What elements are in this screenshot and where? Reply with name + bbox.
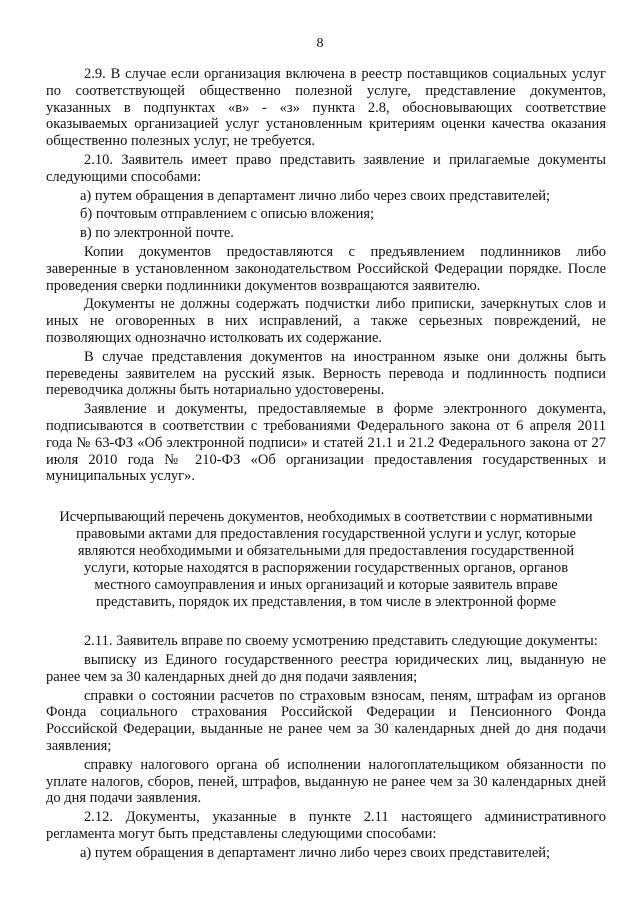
- page-number: 8: [316, 36, 324, 51]
- paragraph-corrections: Документы не должны содержать подчистки либо приписки, зачеркнутых слов и иных не оговоренных в них исправлений, а также серьезных повреждений, не позволяющих однозначно истолковать их содержание.: [46, 296, 606, 346]
- list-item-b: б) почтовым отправлением с описью вложения;: [80, 206, 375, 223]
- paragraph-2-12: 2.12. Документы, указанные в пункте 2.11 настоящего административного регламента могут быть представлены следующими способами:: [46, 809, 606, 842]
- paragraph-translation: В случае представления документов на иностранном языке они должны быть переведены заявителем на русский язык. Верность перевода и подлинность подписи переводчика должны быть нотариально удостоверены.: [46, 348, 606, 399]
- paragraph-2-9: 2.9. В случае если организация включена в реестр поставщиков социальных услуг по соответствующей общественно полезной услуге, представление документов, указанных в подпунктах «в» - «з» пункта 2.8, обосновывающих соответствие оказываемых организацией услуг установленным критериям оценки качества оказания общественно полезных услуг, не требуется.: [46, 66, 606, 150]
- paragraph-2-11: 2.11. Заявитель вправе по своему усмотрению представить следующие документы:: [84, 633, 598, 650]
- list-item-a-2: а) путем обращения в департамент лично либо через своих представителей;: [80, 844, 551, 861]
- list-item-extract: выписку из Единого государственного реестра юридических лиц, выданную не ранее чем за 30 календарных дней до дня подачи заявления;: [46, 651, 606, 685]
- list-item-a: а) путем обращения в департамент лично либо через своих представителей;: [80, 187, 551, 204]
- paragraph-copies: Копии документов предоставляются с предъявлением подлинников либо заверенные в установленном законодательством Российской Федерации порядке. После проведения сверки подлинники документов возвращаются заявителю.: [46, 243, 606, 294]
- list-item-certificates: справки о состоянии расчетов по страховым взносам, пеням, штрафам из органов Фонда социального страхования Российской Федерации и Пенсионного Фонда Российской Федерации, выданные не ранее чем за 30 календарных дней до дня подачи заявления;: [46, 687, 606, 754]
- list-item-v: в) по электронной почте.: [80, 225, 234, 242]
- document-body: [46, 66, 606, 863]
- paragraph-2-10: 2.10. Заявитель имеет право представить заявление и прилагаемые документы следующими способами:: [46, 151, 606, 185]
- section-heading: Исчерпывающий перечень документов, необходимых в соответствии с нормативными правовыми актами для предоставления государственной услуги и услуг, которые являются необходимыми и обязательными для предоставления государственной услуги, которые находятся в распоряжении государственных органов, органов местного самоуправления и иных организаций и которые заявитель вправе представить, порядок их представления, в том числе в электронной форме: [59, 509, 593, 611]
- list-item-tax-certificate: справку налогового органа об исполнении налогоплательщиком обязанности по уплате налогов, сборов, пеней, штрафов, выданную не ранее чем за 30 календарных дней до дня подачи заявления.: [46, 756, 606, 807]
- paragraph-electronic: Заявление и документы, предоставляемые в форме электронного документа, подписываются в соответствии с требованиями Федерального закона от 6 апреля 2011 года № 63-ФЗ «Об электронной подписи» и статей 21.1 и 21.2 Федерального закона от 27 июля 2010 года № 210-ФЗ «Об организации предоставления государственных и муниципальных услуг».: [46, 401, 606, 485]
